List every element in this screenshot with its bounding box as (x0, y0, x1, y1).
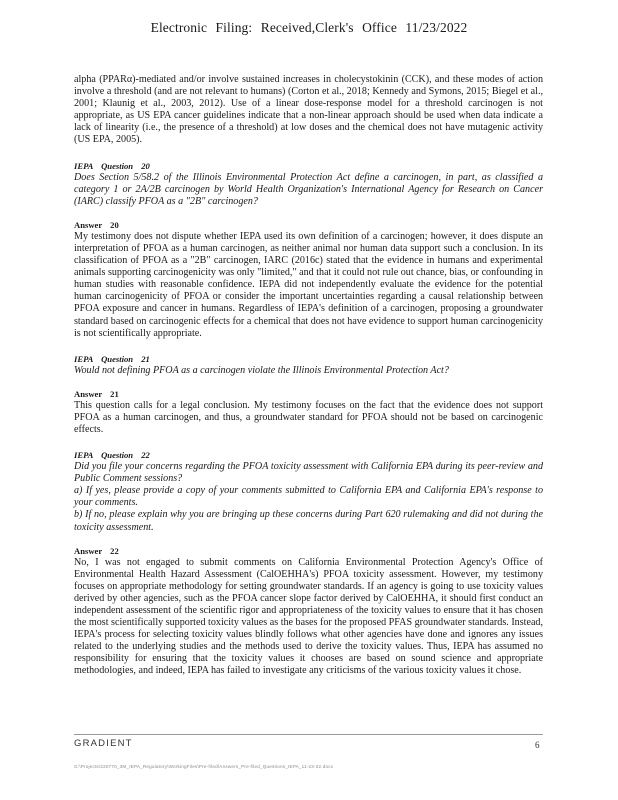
question-subpart-b: b) If no, please explain why you are bringing up these concerns during Part 620 rulemaking and did not during the toxicity assessment. (74, 509, 543, 533)
answer-label: Answer 21 (74, 388, 119, 399)
question-text: Would not defining PFOA as a carcinogen violate the Illinois Environmental Protection Act? (74, 364, 449, 376)
question-text: Did you file your concerns regarding the PFOA toxicity assessment with California EPA during its peer-review and Public Comment sessions? (74, 461, 543, 485)
gradient-logo: GRADIENT (74, 738, 133, 749)
qa-block-22 (74, 450, 543, 678)
page-number: 6 (535, 740, 540, 750)
question-label: IEPA Question 20 (74, 160, 150, 171)
question-subpart-a: a) If yes, please provide a copy of your comments submitted to California EPA and California EPA's response to your comments. (74, 485, 543, 509)
document-body (74, 74, 543, 678)
qa-block-21 (74, 354, 543, 436)
filing-stamp-header: Electronic Filing: Received,Clerk's Office 11/23/2022 (150, 20, 468, 35)
question-label: IEPA Question 21 (74, 353, 150, 364)
answer-text: This question calls for a legal conclusion. My testimony focuses on the fact that the evidence does not support PFOA as a human carcinogen, and thus, a groundwater standard for PFOA should not be based on carcinogenic effects. (74, 399, 543, 435)
question-text: Does Section 5/58.2 of the Illinois Environmental Protection Act define a carcinogen, in part, as classified a category 1 or 2A/2B carcinogen by World Health Organization's International Agency for Research on Cancer (IARC) classify PFOA as a "2B" carcinogen? (74, 171, 543, 207)
answer-label: Answer 22 (74, 545, 119, 556)
answer-text: My testimony does not dispute whether IEPA used its own definition of a carcinogen; however, it does dispute an interpretation of PFOA as a human carcinogen, as neither animal nor human data support such a conclusion. In its classification of PFOA as a "2B" carcinogen, IARC (2016c) stated that the evidence in humans and experimental animals supporting carcinogenicity was only "limited," and that it could not rule out chance, bias, or confounding in human studies with reasonable confidence. IEPA did not independently evaluate the evidence for the potential human carcinogenicity of PFOA or consider the important uncertainties regarding a causal relationship between PFOA exposure and cancer in humans. Regardless of IEPA's definition of a carcinogen, proposing a groundwater standard based on carcinogenic effects for a chemical that does not have evidence to support human carcinogenicity is not scientifically appropriate. (74, 230, 543, 339)
qa-block-20 (74, 161, 543, 340)
footer-divider (74, 734, 543, 735)
answer-text: No, I was not engaged to submit comments on California Environmental Protection Agency's Office of Environmental Health Hazard Assessment (CalOEHHA's) PFOA toxicity assessment. However, my testimony focuses on appropriate methodology for setting groundwater standards. If an agency is going to use toxicity values derived by other agencies, such as the PFOA cancer slope factor derived by CalOEHHA, it should first conduct an independent assessment of the scientific rigor and appropriateness of the toxicity values to ensure that it has chosen the most scientifically supported toxicity values as the bases for the proposed PFAS groundwater standards. Instead, IEPA's process for selecting toxicity values blindly follows what other agencies have done and ignores any issues related to the underlying studies and the methods used to derive the toxicity values. Thus, IEPA has assumed no responsibility for ensuring that the toxicity values it chooses are based on sound science and appropriate methodologies, and indeed, IEPA has failed to investigate any criticisms of the various toxicity values it chose. (74, 556, 543, 677)
question-label: IEPA Question 22 (74, 450, 150, 461)
intro-paragraph: alpha (PPARα)-mediated and/or involve sustained increases in cholecystokinin (CCK), and these modes of action involve a threshold (and are not relevant to humans) (Corton et al., 2018; Kennedy and Symons, 2015; Biegel et al., 2001; Klaunig et al., 2003, 2012). Use of a linear dose-response model for a threshold carcinogen is not appropriate, as US EPA cancer guidelines indicate that a non-linear approach should be used when data indicate a lack of linearity (i.e., the presence of a threshold) at low doses and the chemical does not have mutagenic activity (US EPA, 2005). (74, 74, 543, 146)
footer-file-path: G:\Projects\220770_3M_IEPA_Regulatory\WorkingFiles\Pre-filed\Answers_Pre-filed_Questions_IEPA_11-23-22.docx (74, 764, 334, 769)
answer-label: Answer 20 (74, 219, 119, 230)
